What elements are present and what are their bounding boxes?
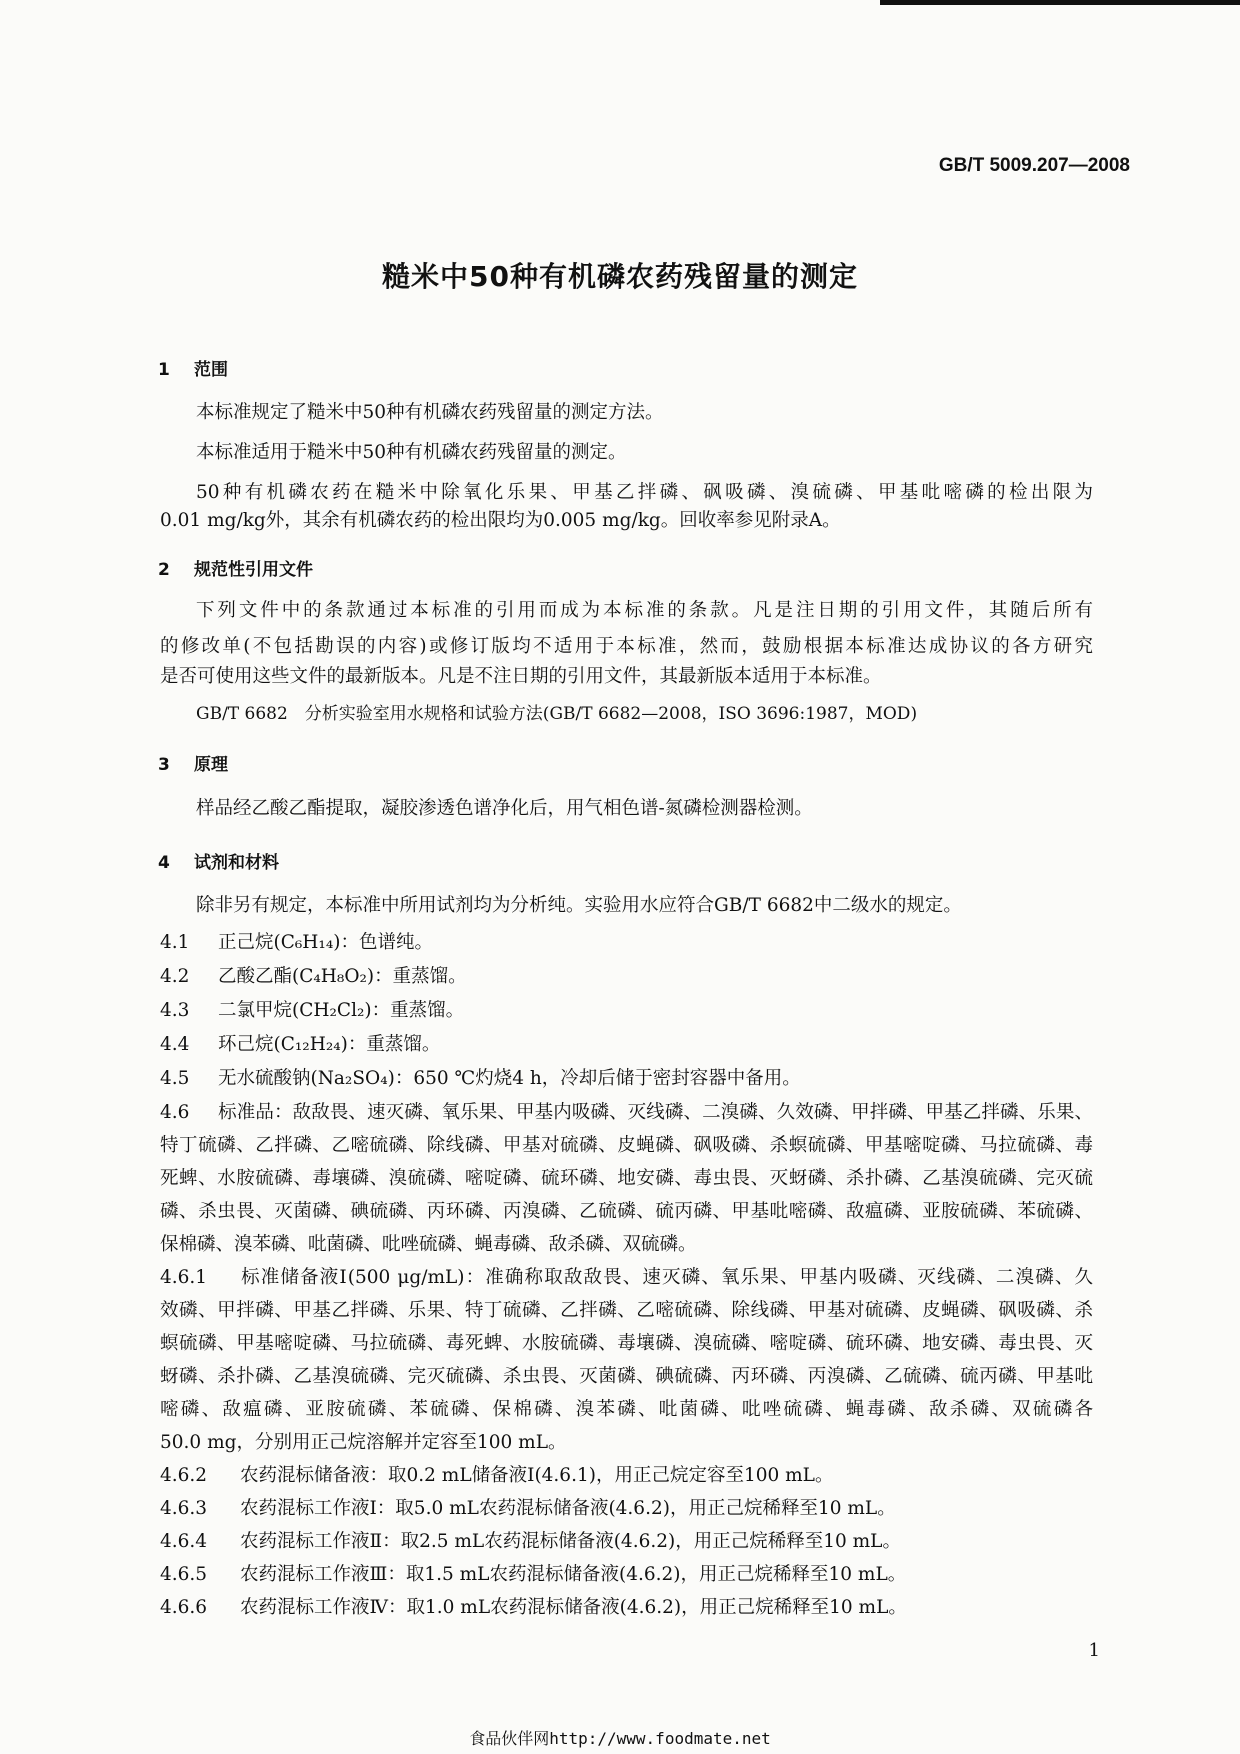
- paragraph-line: [160, 1066, 1093, 1092]
- paragraph-line: 的修改单(不包括勘误的内容)或修订版均不适用于本标准，然而，鼓励根据本标准达成协议的各方研究: [160, 636, 1093, 657]
- paragraph: 本标准适用于糙米中50种有机磷农药残留量的测定。: [196, 442, 627, 463]
- clause-text: 正己烷(C₆H₁₄)：色谱纯。: [218, 932, 433, 953]
- clause-text: 蚜磷、杀扑磷、乙基溴硫磷、完灭硫磷、杀虫畏、灭菌磷、碘硫磷、丙环磷、丙溴磷、乙硫磷、硫丙磷、甲基吡: [160, 1366, 1093, 1387]
- clause-number: 4.6.3: [160, 1498, 208, 1519]
- clause-number: 4.6: [160, 1102, 190, 1123]
- paragraph-line: [160, 1265, 1093, 1291]
- clause-text: 农药混标工作液Ⅱ：取2.5 mL农药混标储备液(4.6.2)，用正己烷稀释至10 mL。: [240, 1531, 901, 1552]
- clause-text: 标准储备液Ⅰ(500 μg/mL)：准确称取敌敌畏、速灭磷、氧乐果、甲基内吸磷、灭线磷、二溴磷、久: [240, 1267, 1093, 1288]
- document-title: 糙米中50种有机磷农药残留量的测定: [382, 260, 858, 293]
- clause-text: 效磷、甲拌磷、甲基乙拌磷、乐果、特丁硫磷、乙拌磷、乙嘧硫磷、除线磷、甲基对硫磷、皮蝇磷、砜吸磷、杀: [160, 1300, 1093, 1321]
- section-1-heading: [158, 355, 228, 380]
- section-number: 3: [158, 755, 170, 775]
- clause-text: 农药混标储备液：取0.2 mL储备液Ⅰ(4.6.1)，用正己烷定容至100 mL。: [240, 1465, 834, 1486]
- clause-number: 4.2: [160, 966, 190, 987]
- section-4-heading: [158, 848, 279, 873]
- section-3-heading: [158, 750, 228, 775]
- clause-text: 二氯甲烷(CH₂Cl₂)：重蒸馏。: [218, 1000, 465, 1021]
- paragraph-line: 下列文件中的条款通过本标准的引用而成为本标准的条款。凡是注日期的引用文件，其随后所有: [196, 600, 1093, 621]
- paragraph-line: [160, 1463, 1093, 1489]
- normative-reference: GB/T 6682 分析实验室用水规格和试验方法(GB/T 6682—2008，ISO 3696:1987，MOD): [196, 704, 918, 724]
- clause-text: 农药混标工作液Ⅳ：取1.0 mL农药混标储备液(4.6.2)，用正己烷稀释至10 mL。: [240, 1597, 907, 1618]
- clause-text: 农药混标工作液Ⅲ：取1.5 mL农药混标储备液(4.6.2)，用正己烷稀释至10 mL。: [240, 1564, 907, 1585]
- paragraph-line: 50种有机磷农药在糙米中除氧化乐果、甲基乙拌磷、砜吸磷、溴硫磷、甲基吡嘧磷的检出限为: [196, 482, 1093, 503]
- clause-number: 4.5: [160, 1068, 190, 1089]
- paragraph: 本标准规定了糙米中50种有机磷农药残留量的测定方法。: [196, 402, 664, 423]
- section-title: 原理: [194, 755, 228, 775]
- clause-number: 4.4: [160, 1034, 190, 1055]
- section-title: 规范性引用文件: [194, 560, 313, 580]
- page-number: 1: [1088, 1640, 1100, 1661]
- clause-number: 4.6.2: [160, 1465, 208, 1486]
- standard-code: GB/T 5009.207—2008: [938, 155, 1130, 176]
- paragraph-line: [160, 1199, 1093, 1225]
- clause-number: 4.6.6: [160, 1597, 208, 1618]
- clause-text: 乙酸乙酯(C₄H₈O₂)：重蒸馏。: [218, 966, 467, 987]
- clause-text: 特丁硫磷、乙拌磷、乙嘧硫磷、除线磷、甲基对硫磷、皮蝇磷、砜吸磷、杀螟硫磷、甲基嘧啶磷、马拉硫磷、毒: [160, 1135, 1093, 1156]
- section-number: 1: [158, 360, 170, 380]
- clause-number: 4.6.1: [160, 1267, 208, 1288]
- paragraph-line: [160, 964, 1093, 990]
- paragraph-line: [160, 1364, 1093, 1390]
- clause-text: 嘧磷、敌瘟磷、亚胺硫磷、苯硫磷、保棉磷、溴苯磷、吡菌磷、吡唑硫磷、蝇毒磷、敌杀磷、双硫磷各: [160, 1399, 1093, 1420]
- paragraph-line: [160, 998, 1093, 1024]
- paragraph-line: [160, 1529, 1093, 1555]
- clause-text: 磷、杀虫畏、灭菌磷、碘硫磷、丙环磷、丙溴磷、乙硫磷、硫丙磷、甲基吡嘧磷、敌瘟磷、亚胺硫磷、苯硫磷、: [160, 1201, 1093, 1222]
- clause-text: 螟硫磷、甲基嘧啶磷、马拉硫磷、毒死蜱、水胺硫磷、毒壤磷、溴硫磷、嘧啶磷、硫环磷、地安磷、毒虫畏、灭: [160, 1333, 1093, 1354]
- section-title: 范围: [194, 360, 228, 380]
- paragraph-line: [160, 1298, 1093, 1324]
- paragraph-line: 0.01 mg/kg外，其余有机磷农药的检出限均为0.005 mg/kg。回收率参见附录A。: [160, 510, 841, 531]
- section-title: 试剂和材料: [194, 853, 279, 873]
- section-2-heading: [158, 555, 313, 580]
- clause-text: 无水硫酸钠(Na₂SO₄)：650 ℃灼烧4 h，冷却后储于密封容器中备用。: [218, 1068, 801, 1089]
- clause-number: 4.6.4: [160, 1531, 208, 1552]
- clause-text: 死蜱、水胺硫磷、毒壤磷、溴硫磷、嘧啶磷、硫环磷、地安磷、毒虫畏、灭蚜磷、杀扑磷、乙基溴硫磷、完灭硫: [160, 1168, 1093, 1189]
- paragraph-line: [160, 1133, 1093, 1159]
- paragraph-line: [160, 1232, 1093, 1258]
- clause-number: 4.6.5: [160, 1564, 208, 1585]
- paragraph-line: [160, 1595, 1093, 1621]
- clause-text: 50.0 mg，分别用正己烷溶解并定容至100 mL。: [160, 1432, 567, 1453]
- paragraph-line: 是否可使用这些文件的最新版本。凡是不注日期的引用文件，其最新版本适用于本标准。: [160, 666, 882, 687]
- clause-number: 4.3: [160, 1000, 190, 1021]
- paragraph: 除非另有规定，本标准中所用试剂均为分析纯。实验用水应符合GB/T 6682中二级水的规定。: [196, 895, 962, 916]
- paragraph-line: [160, 1430, 1093, 1456]
- clause-text: 农药混标工作液Ⅰ：取5.0 mL农药混标储备液(4.6.2)，用正己烷稀释至10 mL。: [240, 1498, 896, 1519]
- footer-watermark: 食品伙伴网http://www.foodmate.net: [469, 1729, 771, 1748]
- section-number: 2: [158, 560, 170, 580]
- paragraph-line: [160, 1032, 1093, 1058]
- scan-border-line: [880, 0, 1240, 5]
- paragraph-line: [160, 1562, 1093, 1588]
- clause-text: 标准品：敌敌畏、速灭磷、氧乐果、甲基内吸磷、灭线磷、二溴磷、久效磷、甲拌磷、甲基乙拌磷、乐果、: [218, 1102, 1093, 1123]
- paragraph-line: [160, 930, 1093, 956]
- paragraph-line: [160, 1166, 1093, 1192]
- clause-text: 保棉磷、溴苯磷、吡菌磷、吡唑硫磷、蝇毒磷、敌杀磷、双硫磷。: [160, 1234, 697, 1255]
- paragraph-line: [160, 1100, 1093, 1126]
- paragraph-line: [160, 1397, 1093, 1423]
- paragraph: 样品经乙酸乙酯提取，凝胶渗透色谱净化后，用气相色谱-氮磷检测器检测。: [196, 798, 813, 819]
- clause-text: 环己烷(C₁₂H₂₄)：重蒸馏。: [218, 1034, 441, 1055]
- section-number: 4: [158, 853, 170, 873]
- paragraph-line: [160, 1331, 1093, 1357]
- paragraph-line: [160, 1496, 1093, 1522]
- clause-number: 4.1: [160, 932, 190, 953]
